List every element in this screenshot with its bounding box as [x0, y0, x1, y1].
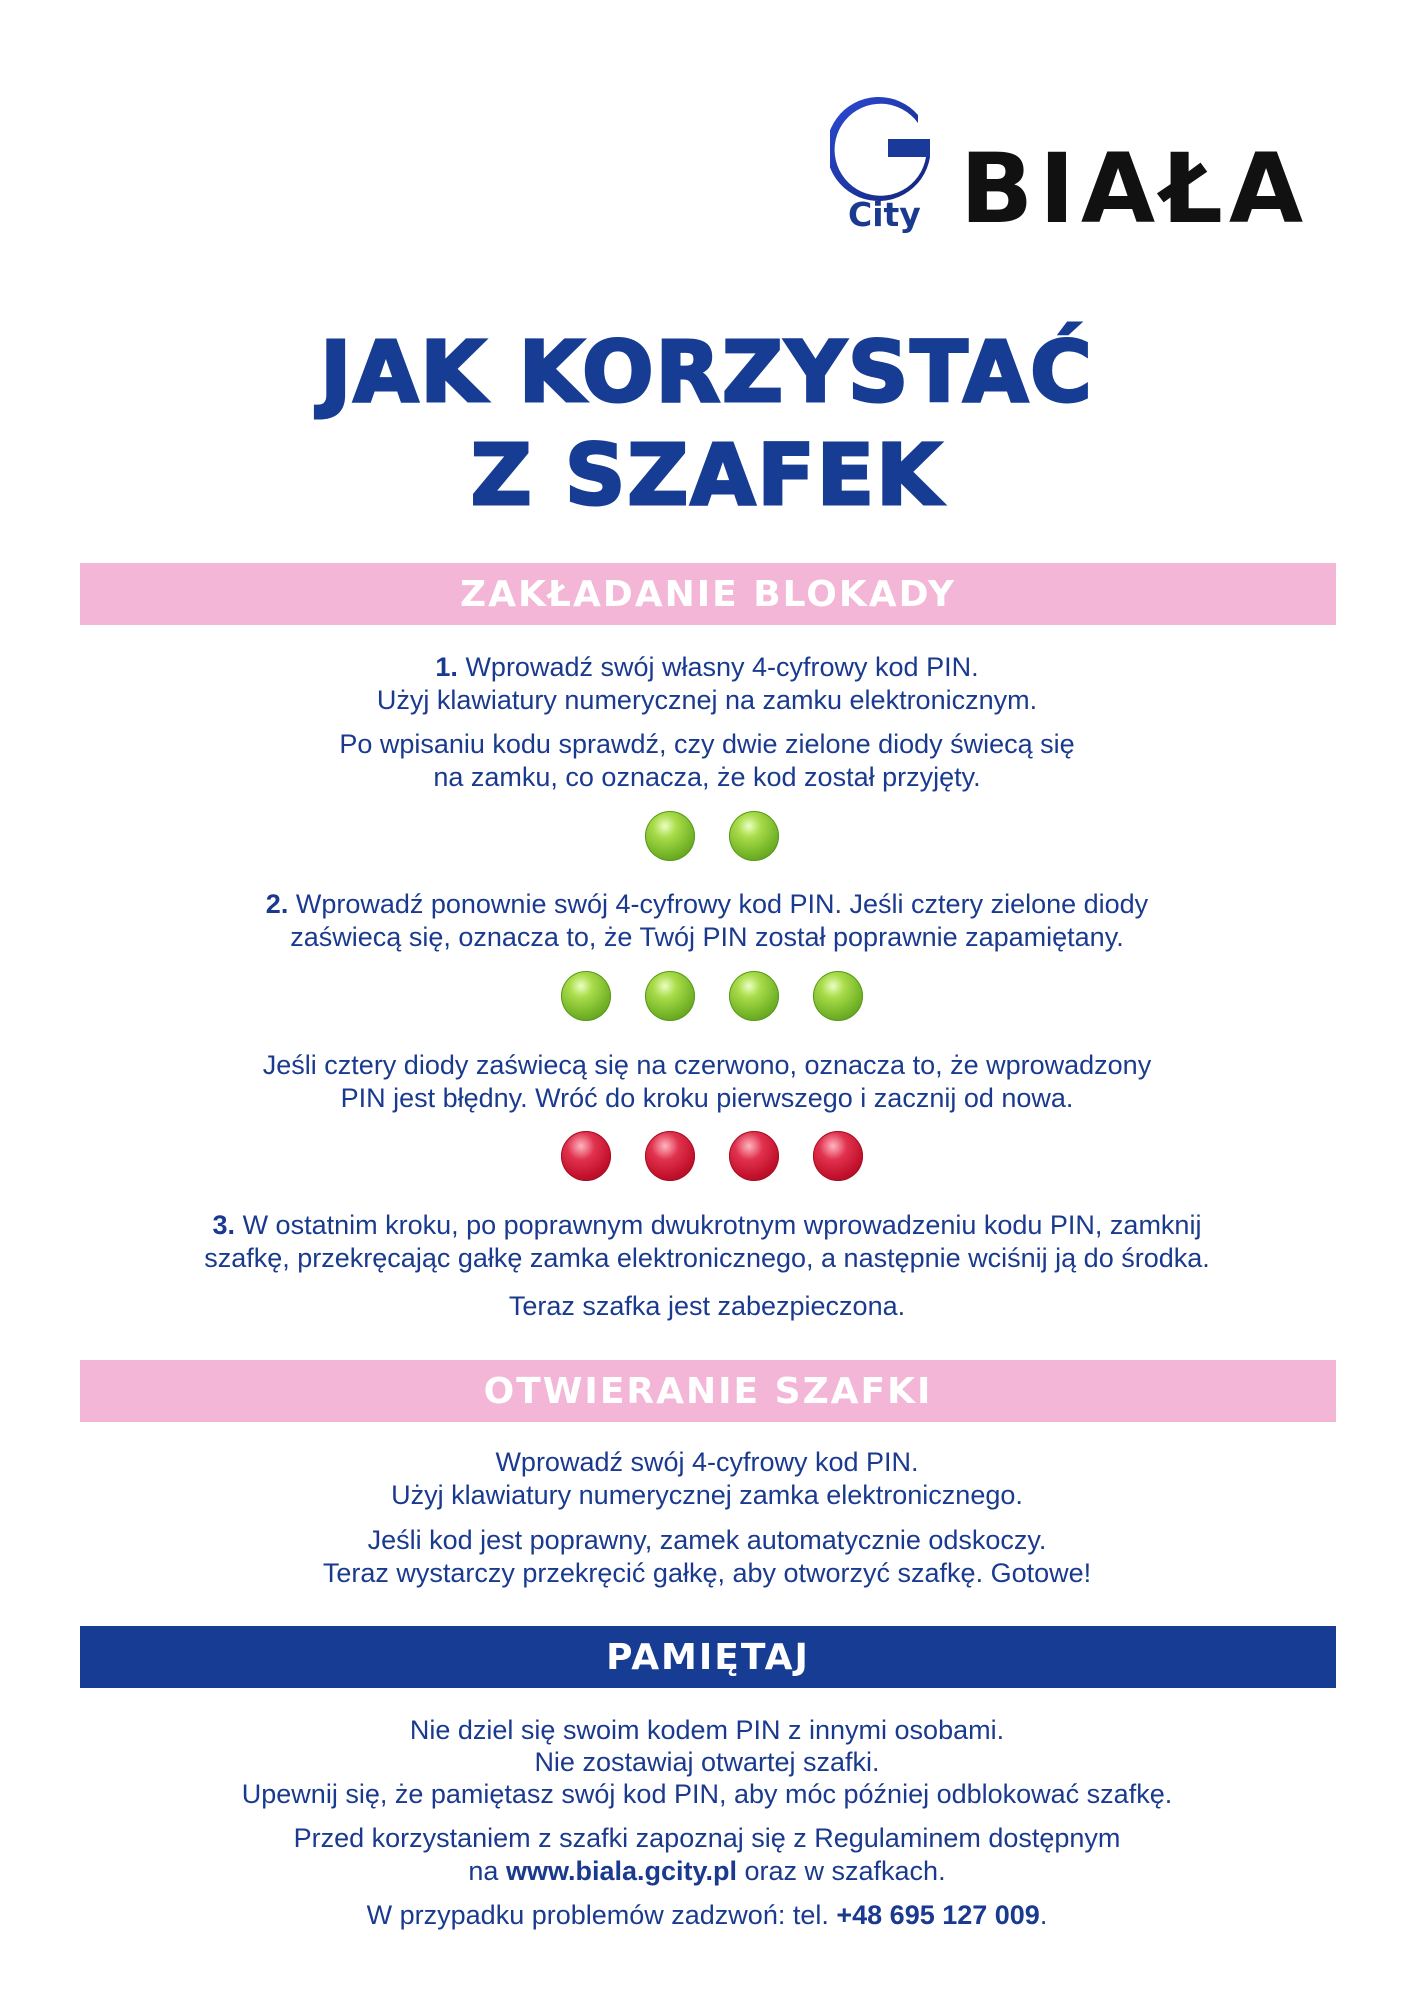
green-led-icon [813, 971, 863, 1021]
contact-line [60, 1899, 1354, 1932]
red-led-icon [561, 1131, 611, 1181]
opening-line1: Wprowadź swój 4-cyfrowy kod PIN. [495, 1447, 919, 1477]
step1-line2: Użyj klawiatury numerycznej na zamku elektronicznym. [376, 685, 1038, 715]
opening-line2: Użyj klawiatury numerycznej zamka elektronicznego. [391, 1480, 1023, 1510]
remember-line3: Upewnij się, że pamiętasz swój kod PIN, aby móc później odblokować szafkę. [241, 1779, 1173, 1809]
step2-number: 2. [265, 889, 289, 919]
red-led-icon [813, 1131, 863, 1181]
error-line2: PIN jest błędny. Wróć do kroku pierwszego i zacznij od nowa. [340, 1083, 1074, 1113]
step1-instruction [60, 651, 1354, 684]
led-row-four-red [0, 1131, 1414, 1183]
page-title-line1: JAK KORZYSTAĆ [320, 323, 1094, 421]
green-led-icon [729, 971, 779, 1021]
step1-check-line1: Po wpisaniu kodu sprawdź, czy dwie zielone diody świecą się [339, 729, 1075, 759]
green-led-icon [645, 811, 695, 861]
error-line1: Jeśli cztery diody zaświecą się na czerwono, oznacza to, że wprowadzony [262, 1050, 1152, 1080]
section-heading-opening: OTWIERANIE SZAFKI [80, 1360, 1336, 1422]
step1-line1: Wprowadź swój własny 4-cyfrowy kod PIN. [457, 652, 979, 682]
step3-number: 3. [212, 1210, 236, 1240]
step3-line2: szafkę, przekręcając gałkę zamka elektronicznego, a następnie wciśnij ją do środka. [204, 1243, 1210, 1273]
section-heading-remember: PAMIĘTAJ [80, 1626, 1336, 1688]
regulations-prefix: na [468, 1856, 506, 1886]
green-led-icon [561, 971, 611, 1021]
regulations-line1: Przed korzystaniem z szafki zapoznaj się z Regulaminem dostępnym [293, 1823, 1121, 1853]
step3-instruction [60, 1209, 1354, 1242]
led-row-two-green [0, 811, 1414, 863]
step2-line2: zaświecą się, oznacza to, że Twój PIN został poprawnie zapamiętany. [290, 922, 1124, 952]
contact-suffix: . [1039, 1900, 1048, 1930]
red-led-icon [729, 1131, 779, 1181]
led-row-four-green [0, 971, 1414, 1023]
red-led-icon [645, 1131, 695, 1181]
regulations-suffix: oraz w szafkach. [737, 1856, 946, 1886]
opening-line4: Teraz wystarczy przekręcić gałkę, aby otworzyć szafkę. Gotowe! [322, 1558, 1092, 1588]
step3-final: Teraz szafka jest zabezpieczona. [508, 1291, 906, 1321]
step2-instruction [60, 888, 1354, 921]
step3-line1: W ostatnim kroku, po poprawnym dwukrotnym wprowadzeniu kodu PIN, zamknij [235, 1210, 1202, 1240]
step1-check-line2: na zamku, co oznacza, że kod został przyjęty. [433, 762, 981, 792]
remember-line2: Nie zostawiaj otwartej szafki. [534, 1747, 880, 1777]
opening-line3: Jeśli kod jest poprawny, zamek automatycznie odskoczy. [367, 1525, 1047, 1555]
phone-number[interactable]: +48 695 127 009 [836, 1900, 1040, 1930]
brand-logo [830, 95, 1350, 245]
contact-prefix: W przypadku problemów zadzwoń: tel. [366, 1900, 837, 1930]
step2-line1: Wprowadź ponownie swój 4-cyfrowy kod PIN. Jeśli cztery zielone diody [288, 889, 1149, 919]
step1-number: 1. [435, 652, 458, 682]
page-title-line2: Z SZAFEK [470, 426, 944, 524]
regulations-line2 [60, 1855, 1354, 1888]
section-heading-locking: ZAKŁADANIE BLOKADY [80, 563, 1336, 625]
website-link[interactable]: www.biala.gcity.pl [505, 1856, 737, 1886]
green-led-icon [729, 811, 779, 861]
remember-line1: Nie dziel się swoim kodem PIN z innymi osobami. [409, 1715, 1005, 1745]
green-led-icon [645, 971, 695, 1021]
logo-wordmark: BIAŁA [960, 133, 1310, 245]
logo-city-text: City [848, 195, 921, 234]
g-logo-icon [830, 95, 935, 205]
